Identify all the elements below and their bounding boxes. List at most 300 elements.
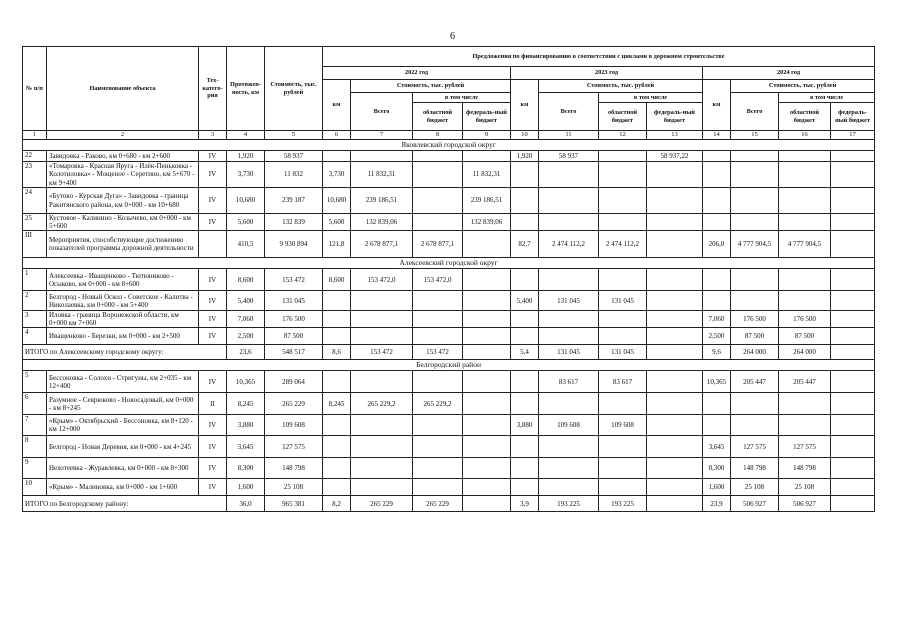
year-cell: [511, 162, 539, 188]
year-cell: [599, 393, 647, 415]
year-cell: [731, 415, 779, 436]
year-cell: 148 798: [779, 458, 831, 479]
year-cell: [599, 269, 647, 291]
year-cell: [463, 269, 511, 291]
year-cell: 8,6: [323, 345, 351, 360]
object-name: Завидовка - Раково, км 0+680 - км 2+600: [47, 151, 199, 162]
object-name: Белгород - Новая Деревня, км 0+000 - км 4+245: [47, 436, 199, 458]
header-total-2022: Всего: [351, 93, 413, 131]
year-cell: [463, 151, 511, 162]
object-name: Иващенково - Березки, км 0+000 - км 2+500: [47, 328, 199, 345]
year-cell: [323, 371, 351, 393]
length-km: 8,300: [227, 458, 265, 479]
year-cell: [413, 214, 463, 231]
row-number: 10: [23, 479, 47, 496]
year-cell: [463, 345, 511, 360]
year-cell: 2,500: [703, 328, 731, 345]
total-cost: 131 045: [265, 291, 323, 311]
column-number-row: [23, 131, 875, 140]
header-federal-2022: федераль-ный бюджет: [463, 103, 511, 131]
header-num: № п/п: [23, 47, 47, 131]
year-cell: 9,6: [703, 345, 731, 360]
col-number: 11: [539, 131, 599, 140]
year-cell: 4 777 904,5: [779, 231, 831, 258]
year-cell: 2 474 112,2: [599, 231, 647, 258]
tech-category: IV: [199, 269, 227, 291]
length-km: 23,6: [227, 345, 265, 360]
year-cell: [511, 188, 539, 214]
year-cell: 205 447: [731, 371, 779, 393]
length-km: 3,730: [227, 162, 265, 188]
tech-category: IV: [199, 328, 227, 345]
col-number: 9: [463, 131, 511, 140]
year-cell: [599, 328, 647, 345]
year-cell: 265 229,2: [351, 393, 413, 415]
year-cell: [831, 328, 875, 345]
col-number: 8: [413, 131, 463, 140]
year-cell: [323, 436, 351, 458]
year-cell: 10,680: [323, 188, 351, 214]
year-cell: [831, 151, 875, 162]
year-cell: [779, 291, 831, 311]
year-cell: [703, 393, 731, 415]
object-name: Разумное - Севрюково - Новосадовый, км 0+000 - км 8+245: [47, 393, 199, 415]
year-cell: 5,4: [511, 345, 539, 360]
year-cell: [831, 291, 875, 311]
year-cell: 153 472: [413, 345, 463, 360]
year-cell: [731, 269, 779, 291]
year-cell: 131 045: [599, 291, 647, 311]
year-cell: [647, 496, 703, 512]
total-cost: 9 930 894: [265, 231, 323, 258]
year-cell: [703, 188, 731, 214]
header-proposals: Предложения по финансированию в соответствии с циклами в дорожном строительстве: [323, 47, 875, 67]
year-cell: [511, 269, 539, 291]
row-number: 24: [23, 188, 47, 214]
year-cell: [539, 393, 599, 415]
year-cell: 23,9: [703, 496, 731, 512]
header-name: Наименование объекта: [47, 47, 199, 131]
table-header: [23, 47, 875, 140]
year-cell: [413, 151, 463, 162]
year-cell: [831, 436, 875, 458]
year-cell: [599, 151, 647, 162]
year-cell: 239 186,51: [463, 188, 511, 214]
year-cell: [779, 214, 831, 231]
year-cell: [351, 415, 413, 436]
year-cell: 239 186,51: [351, 188, 413, 214]
row-number: 4: [23, 328, 47, 345]
year-cell: 5,600: [323, 214, 351, 231]
tech-category: IV: [199, 458, 227, 479]
header-year-2024: 2024 год: [703, 67, 875, 80]
object-name: Кустовое - Калинино - Козычево, км 0+000 - км 5+600: [47, 214, 199, 231]
length-km: 2,500: [227, 328, 265, 345]
year-cell: [599, 436, 647, 458]
year-cell: 127 575: [731, 436, 779, 458]
header-including-2024: в том числе: [779, 93, 875, 103]
year-cell: [463, 436, 511, 458]
year-cell: 265 229: [351, 496, 413, 512]
year-cell: 25 108: [731, 479, 779, 496]
year-cell: [831, 479, 875, 496]
year-cell: [647, 188, 703, 214]
year-cell: 206,0: [703, 231, 731, 258]
total-cost: 176 500: [265, 311, 323, 328]
tech-category: IV: [199, 151, 227, 162]
year-cell: [463, 393, 511, 415]
year-cell: [703, 162, 731, 188]
year-cell: [351, 458, 413, 479]
total-name: ИТОГО по Алексеевскому городскому округу:: [23, 345, 227, 360]
year-cell: [831, 214, 875, 231]
tech-category: IV: [199, 162, 227, 188]
year-cell: 131 045: [539, 291, 599, 311]
year-cell: [323, 415, 351, 436]
year-cell: 2 678 877,1: [413, 231, 463, 258]
year-cell: 153 472: [351, 345, 413, 360]
total-cost: 548 517: [265, 345, 323, 360]
year-cell: [511, 328, 539, 345]
year-cell: 132 839,06: [463, 214, 511, 231]
table-body: [23, 140, 875, 512]
section-header-row: [23, 360, 875, 371]
year-cell: [413, 188, 463, 214]
year-cell: [779, 415, 831, 436]
year-cell: [731, 188, 779, 214]
year-cell: 2 474 112,2: [539, 231, 599, 258]
year-cell: [831, 393, 875, 415]
year-cell: 2 678 877,1: [351, 231, 413, 258]
col-number: 5: [265, 131, 323, 140]
length-km: 8,245: [227, 393, 265, 415]
year-cell: 121,8: [323, 231, 351, 258]
object-name: Нехотеевка - Журавлевка, км 0+000 - км 8+300: [47, 458, 199, 479]
length-km: 410,5: [227, 231, 265, 258]
section-header-row: [23, 258, 875, 269]
object-name: Иловка - граница Воронежской области, км 0+000 км 7+060: [47, 311, 199, 328]
year-cell: [703, 151, 731, 162]
year-cell: 264 000: [731, 345, 779, 360]
year-cell: [647, 436, 703, 458]
year-cell: 193 225: [599, 496, 647, 512]
year-cell: [323, 458, 351, 479]
tech-category: IV: [199, 188, 227, 214]
year-cell: 3,645: [703, 436, 731, 458]
total-cost: 965 381: [265, 496, 323, 512]
header-km-2024: км: [703, 80, 731, 131]
year-cell: [599, 214, 647, 231]
object-name: Белгород - Новый Оскол - Советское - Калитва - Николаевка, км 0+000 - км 5+400: [47, 291, 199, 311]
header-including-2023: в том числе: [599, 93, 703, 103]
year-cell: 5,400: [511, 291, 539, 311]
table-row: [23, 214, 875, 231]
year-cell: [413, 328, 463, 345]
section-header-row: [23, 140, 875, 151]
year-cell: [511, 436, 539, 458]
year-cell: [351, 311, 413, 328]
section-title: Яковлевский городской округ: [23, 140, 875, 151]
year-cell: [351, 371, 413, 393]
year-cell: [599, 162, 647, 188]
year-cell: [647, 214, 703, 231]
year-cell: [323, 328, 351, 345]
header-cost-2024: Стоимость, тыс. рублей: [731, 80, 875, 93]
length-km: 3,880: [227, 415, 265, 436]
year-cell: [831, 188, 875, 214]
object-name: «Томаровка - Красная Яруга - Илёк-Пеньковка - Колотиловка» - Мощеное - Серетино, км 5+670 - км 9+400: [47, 162, 199, 188]
year-cell: 506 927: [779, 496, 831, 512]
year-cell: [703, 269, 731, 291]
row-number: 6: [23, 393, 47, 415]
year-cell: 506 927: [731, 496, 779, 512]
row-number: 2: [23, 291, 47, 311]
total-row: [23, 345, 875, 360]
col-number: 3: [199, 131, 227, 140]
year-cell: 82,7: [511, 231, 539, 258]
table-row: [23, 311, 875, 328]
header-including-2022: в том числе: [413, 93, 511, 103]
row-number: 25: [23, 214, 47, 231]
length-km: 10,680: [227, 188, 265, 214]
year-cell: [351, 479, 413, 496]
year-cell: 264 000: [779, 345, 831, 360]
year-cell: [831, 269, 875, 291]
row-number: 3: [23, 311, 47, 328]
length-km: 1,920: [227, 151, 265, 162]
header-cost: Стоимость, тыс. рублей: [265, 47, 323, 131]
tech-category: II: [199, 393, 227, 415]
summary-row: [23, 231, 875, 258]
year-cell: [351, 328, 413, 345]
total-cost: 239 187: [265, 188, 323, 214]
total-cost: 132 839: [265, 214, 323, 231]
header-year-2023: 2023 год: [511, 67, 703, 80]
length-km: 10,365: [227, 371, 265, 393]
col-number: 6: [323, 131, 351, 140]
year-cell: [831, 311, 875, 328]
row-number: 22: [23, 151, 47, 162]
year-cell: [647, 269, 703, 291]
year-cell: [779, 151, 831, 162]
year-cell: 8,2: [323, 496, 351, 512]
object-name: Алексеевка - Иващенково - Тютюниково - Осыково, км 0+000 - км 8+600: [47, 269, 199, 291]
year-cell: [731, 291, 779, 311]
row-number: 7: [23, 415, 47, 436]
length-km: 36,0: [227, 496, 265, 512]
year-cell: 25 108: [779, 479, 831, 496]
year-cell: [463, 231, 511, 258]
year-cell: [647, 393, 703, 415]
year-cell: [831, 496, 875, 512]
header-regional-2022: областной бюджет: [413, 103, 463, 131]
year-cell: [539, 458, 599, 479]
table-row: [23, 188, 875, 214]
year-cell: [511, 479, 539, 496]
year-cell: [463, 311, 511, 328]
year-cell: 11 832,31: [351, 162, 413, 188]
header-cost-2022: Стоимость, тыс. рублей: [351, 80, 511, 93]
length-km: 5,400: [227, 291, 265, 311]
year-cell: [779, 269, 831, 291]
year-cell: 109 608: [539, 415, 599, 436]
col-number: 14: [703, 131, 731, 140]
year-cell: 153 472,0: [413, 269, 463, 291]
year-cell: [463, 458, 511, 479]
tech-category: IV: [199, 371, 227, 393]
table-row: [23, 479, 875, 496]
year-cell: [351, 291, 413, 311]
year-cell: [731, 162, 779, 188]
year-cell: 83 617: [539, 371, 599, 393]
object-name: «Крым» - Октябрьский - Бессоновка, км 8+120 - км 12+000: [47, 415, 199, 436]
col-number: 17: [831, 131, 875, 140]
year-cell: 176 500: [731, 311, 779, 328]
year-cell: [323, 311, 351, 328]
header-cost-2023: Стоимость, тыс. рублей: [539, 80, 703, 93]
col-number: 2: [47, 131, 199, 140]
object-name: Бессоновка - Солохи - Стригуны, км 2+035 - км 12+400: [47, 371, 199, 393]
year-cell: [831, 345, 875, 360]
header-year-2022: 2022 год: [323, 67, 511, 80]
year-cell: [539, 162, 599, 188]
year-cell: 265 229: [413, 496, 463, 512]
year-cell: 3,730: [323, 162, 351, 188]
row-number: 23: [23, 162, 47, 188]
total-cost: 87 500: [265, 328, 323, 345]
row-number: 5: [23, 371, 47, 393]
year-cell: [703, 291, 731, 311]
year-cell: [539, 269, 599, 291]
year-cell: 8,300: [703, 458, 731, 479]
table-row: [23, 269, 875, 291]
year-cell: [463, 291, 511, 311]
year-cell: 148 798: [731, 458, 779, 479]
header-length: Протяжен-ность, км: [227, 47, 265, 131]
total-cost: 148 798: [265, 458, 323, 479]
tech-category: IV: [199, 291, 227, 311]
table-row: [23, 162, 875, 188]
year-cell: 3,880: [511, 415, 539, 436]
year-cell: 1,920: [511, 151, 539, 162]
year-cell: [511, 371, 539, 393]
year-cell: [323, 151, 351, 162]
year-cell: [351, 436, 413, 458]
year-cell: [599, 311, 647, 328]
year-cell: [831, 458, 875, 479]
object-name: «Бутово - Курская Дуга» - Завидовка - граница Ракитянского района, км 0+000 - км 10+680: [47, 188, 199, 214]
table-row: [23, 291, 875, 311]
road-financing-table: [22, 46, 875, 512]
year-cell: 193 225: [539, 496, 599, 512]
length-km: 5,600: [227, 214, 265, 231]
section-title: Алексеевский городской округ: [23, 258, 875, 269]
year-cell: 7,060: [703, 311, 731, 328]
length-km: 1,600: [227, 479, 265, 496]
year-cell: [647, 162, 703, 188]
year-cell: [413, 371, 463, 393]
year-cell: [831, 371, 875, 393]
total-name: ИТОГО по Белгородскому району:: [23, 496, 227, 512]
year-cell: [647, 371, 703, 393]
year-cell: [539, 328, 599, 345]
year-cell: 8,600: [323, 269, 351, 291]
col-number: 1: [23, 131, 47, 140]
year-cell: [413, 479, 463, 496]
header-total-2024: Всего: [731, 93, 779, 131]
year-cell: 127 575: [779, 436, 831, 458]
year-cell: [413, 291, 463, 311]
year-cell: 87 500: [731, 328, 779, 345]
object-name: «Крым» - Малиновка, км 0+000 - км 1+600: [47, 479, 199, 496]
total-cost: 25 108: [265, 479, 323, 496]
year-cell: 83 617: [599, 371, 647, 393]
year-cell: [511, 393, 539, 415]
total-cost: 127 575: [265, 436, 323, 458]
year-cell: [413, 311, 463, 328]
row-number: III: [23, 231, 47, 258]
col-number: 4: [227, 131, 265, 140]
year-cell: [539, 214, 599, 231]
year-cell: [413, 162, 463, 188]
row-number: 1: [23, 269, 47, 291]
year-cell: 176 500: [779, 311, 831, 328]
year-cell: [511, 311, 539, 328]
col-number: 10: [511, 131, 539, 140]
col-number: 16: [779, 131, 831, 140]
year-cell: [539, 436, 599, 458]
year-cell: 131 045: [539, 345, 599, 360]
year-cell: [511, 214, 539, 231]
year-cell: [831, 231, 875, 258]
year-cell: [703, 214, 731, 231]
total-cost: 265 229: [265, 393, 323, 415]
year-cell: [779, 162, 831, 188]
col-number: 13: [647, 131, 703, 140]
year-cell: 109 608: [599, 415, 647, 436]
table-row: [23, 371, 875, 393]
length-km: 3,645: [227, 436, 265, 458]
year-cell: [413, 436, 463, 458]
year-cell: [731, 151, 779, 162]
year-cell: 153 472,0: [351, 269, 413, 291]
year-cell: [831, 162, 875, 188]
year-cell: [599, 188, 647, 214]
table-row: [23, 151, 875, 162]
year-cell: 8,245: [323, 393, 351, 415]
length-km: 7,060: [227, 311, 265, 328]
tech-category: IV: [199, 479, 227, 496]
year-cell: 10,365: [703, 371, 731, 393]
header-regional-2023: областной бюджет: [599, 103, 647, 131]
header-total-2023: Всего: [539, 93, 599, 131]
header-regional-2024: областной бюджет: [779, 103, 831, 131]
year-cell: [539, 479, 599, 496]
year-cell: [323, 479, 351, 496]
year-cell: [647, 231, 703, 258]
year-cell: [463, 328, 511, 345]
year-cell: 265 229,2: [413, 393, 463, 415]
year-cell: [539, 311, 599, 328]
tech-category: IV: [199, 436, 227, 458]
year-cell: [647, 415, 703, 436]
year-cell: [599, 479, 647, 496]
total-cost: 11 832: [265, 162, 323, 188]
year-cell: [599, 458, 647, 479]
year-cell: 4 777 904,5: [731, 231, 779, 258]
year-cell: [463, 371, 511, 393]
header-category: Тех-катего-рия: [199, 47, 227, 131]
